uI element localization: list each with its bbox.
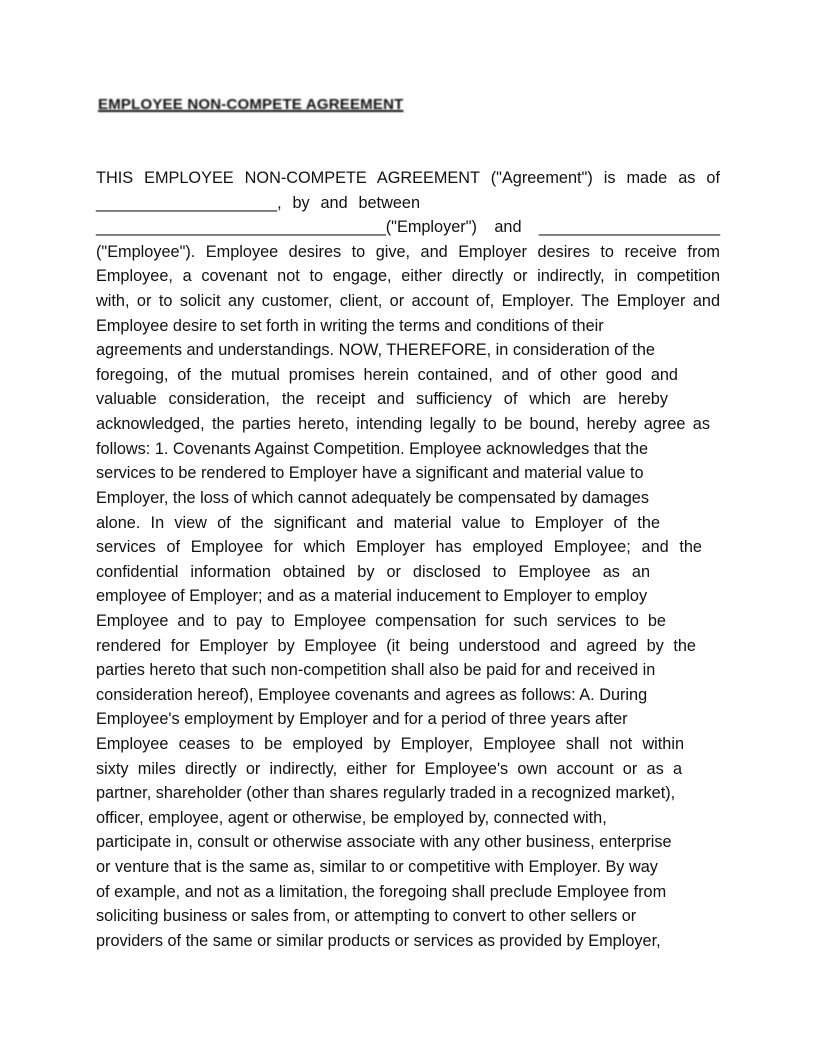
heading-text: EMPLOYEE NON-COMPETE AGREEMENT — [98, 96, 404, 113]
body-line: parties hereto that such non-competition shall also be paid for and received in — [96, 661, 656, 680]
body-line: rendered for Employer by Employee (it being understood and agreed by the — [96, 636, 696, 655]
body-line: services to be rendered to Employer have a significant and material value to — [96, 464, 644, 483]
body-line: foregoing, of the mutual promises herein contained, and of other good and — [96, 365, 678, 384]
body-line: participate in, consult or otherwise associate with any other business, enterprise — [96, 833, 672, 852]
body-line: with, or to solicit any customer, client, or account of, Employer. The Employer and — [96, 292, 720, 311]
body-line: Employee and to pay to Employee compensation for such services to be — [96, 611, 666, 630]
body-line: of example, and not as a limitation, the foregoing shall preclude Employee from — [96, 882, 667, 901]
body-line: follows: 1. Covenants Against Competition. Employee acknowledges that the — [96, 439, 649, 458]
body-line: consideration hereof), Employee covenants and agrees as follows: A. During — [96, 685, 648, 704]
body-line: ________________________________("Employer") and ____________________ — [96, 218, 720, 237]
body-line: officer, employee, agent or otherwise, be employed by, connected with, — [96, 808, 607, 827]
body-line: soliciting business or sales from, or attempting to convert to other sellers or — [96, 907, 637, 926]
document-heading — [98, 96, 720, 114]
body-line: partner, shareholder (other than shares regularly traded in a recognized market), — [96, 784, 676, 803]
body-line: confidential information obtained by or disclosed to Employee as an — [96, 562, 650, 581]
body-line: THIS EMPLOYEE NON-COMPETE AGREEMENT ("Agreement") is made as of — [96, 169, 720, 187]
body-line: agreements and understandings. NOW, THEREFORE, in consideration of the — [96, 341, 655, 360]
body-line: alone. In view of the significant and material value to Employer of the — [96, 513, 660, 532]
body-line: Employee ceases to be employed by Employer, Employee shall not within — [96, 735, 684, 754]
body-line: services of Employee for which Employer has employed Employee; and the — [96, 538, 702, 557]
body-line: acknowledged, the parties hereto, intending legally to be bound, hereby agree as — [96, 415, 710, 434]
body-line: Employee's employment by Employer and for a period of three years after — [96, 710, 628, 729]
agreement-body — [96, 166, 720, 954]
body-line: Employee, a covenant not to engage, either directly or indirectly, in competition — [96, 267, 720, 286]
body-line: ("Employee"). Employee desires to give, and Employer desires to receive from — [96, 242, 720, 261]
body-line: ____________________, by and between — [96, 193, 420, 212]
body-line: or venture that is the same as, similar to or competitive with Employer. By way — [96, 858, 658, 877]
body-line: valuable consideration, the receipt and sufficiency of which are hereby — [96, 390, 668, 409]
body-line: Employer, the loss of which cannot adequately be compensated by damages — [96, 488, 649, 507]
body-line: providers of the same or similar products or services as provided by Employer, — [96, 931, 661, 950]
body-line: Employee desire to set forth in writing the terms and conditions of their — [96, 316, 604, 335]
body-line: employee of Employer; and as a material inducement to Employer to employ — [96, 587, 648, 606]
body-line: sixty miles directly or indirectly, either for Employee's own account or as a — [96, 759, 682, 778]
